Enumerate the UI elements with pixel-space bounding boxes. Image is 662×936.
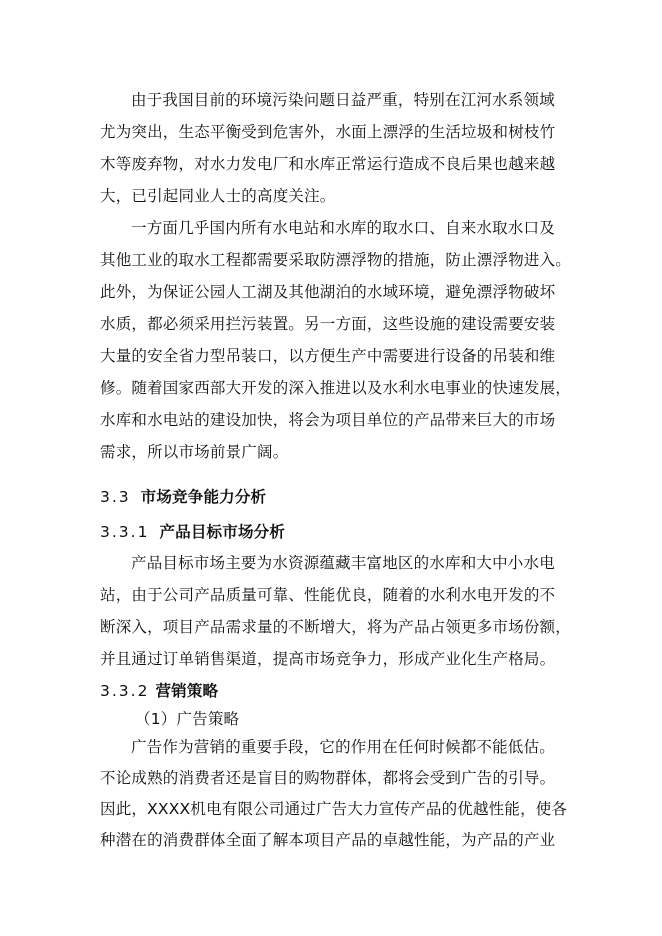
section-heading-3-3 [100,487,266,507]
paragraph-line: 因此，XXXX机电有限公司通过广告大力宣传产品的优越性能，使各 [100,800,568,818]
paragraph-line: 此外，为保证公园人工湖及其他湖泊的水域环境，避免漂浮物破坏 [100,283,556,301]
section-title: 市场竞争能力分析 [140,488,267,506]
section-number: 3.3.2 [100,682,150,700]
paragraph-line: 种潜在的消费群体全面了解本项目产品的卓越性能，为产品的产业 [100,831,556,849]
section-heading-3-3-1 [100,522,285,542]
paragraph-line: 由于我国目前的环境污染问题日益严重，特别在江河水系领域 [131,91,555,109]
paragraph-line: 大量的安全省力型吊装口，以方便生产中需要进行设备的吊装和维 [100,347,556,365]
paragraph-line: 其他工业的取水工程都需要采取防漂浮物的措施，防止漂浮物进入。 [100,251,572,269]
subheading-advertising-strategy: （1）广告策略 [135,710,240,728]
paragraph-line: 大，已引起同业人士的高度关注。 [100,187,336,205]
paragraph-line: 广告作为营销的重要手段，它的作用在任何时候都不能低估。 [131,738,555,756]
section-number: 3.3 [100,488,131,506]
paragraph-line: 站，由于公司产品质量可靠、性能优良，随着的水利水电开发的不 [100,586,556,604]
section-title: 产品目标市场分析 [159,523,286,541]
paragraph-line: 水库和水电站的建设加快，将会为项目单位的产品带来巨大的市场 [100,411,556,429]
paragraph-line: 不论成熟的消费者还是盲目的购物群体，都将会受到广告的引导。 [100,769,556,787]
paragraph-line: 需求，所以市场前景广阔。 [100,443,289,461]
section-number: 3.3.1 [100,523,150,541]
paragraph-line: 修。随着国家西部大开发的深入推进以及水利水电事业的快速发展， [100,379,572,397]
section-heading-3-3-2 [100,681,218,701]
paragraph-line: 水质，都必须采用拦污装置。另一方面，这些设施的建设需要安装 [100,315,556,333]
section-title: 营销策略 [155,682,219,700]
paragraph-line: 一方面几乎国内所有水电站和水库的取水口、自来水取水口及 [131,219,555,237]
paragraph-line: 并且通过订单销售渠道，提高市场竞争力，形成产业化生产格局。 [100,650,556,668]
paragraph-line: 产品目标市场主要为水资源蕴藏丰富地区的水库和大中小水电 [131,554,555,572]
paragraph-line: 尤为突出，生态平衡受到危害外，水面上漂浮的生活垃圾和树枝竹 [100,123,556,141]
paragraph-line: 木等废弃物，对水力发电厂和水库正常运行造成不良后果也越来越 [100,155,556,173]
paragraph-line: 断深入，项目产品需求量的不断增大，将为产品占领更多市场份额， [100,618,572,636]
